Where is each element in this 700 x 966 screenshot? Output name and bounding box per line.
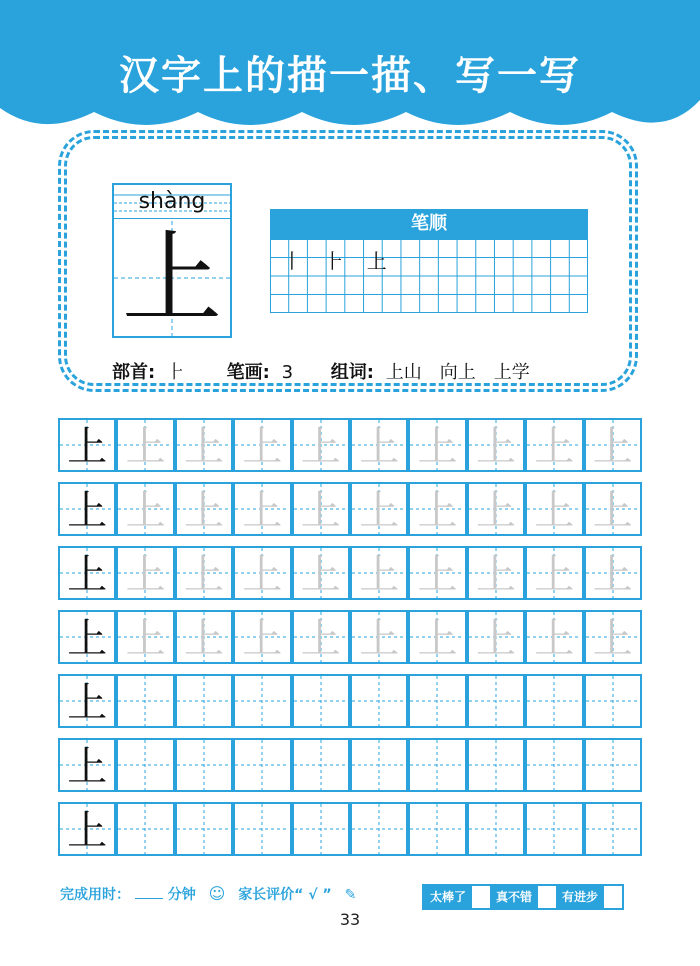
trace-character: 上 [183,552,224,598]
trace-character: 上 [183,616,224,662]
practice-row [58,418,642,472]
trace-character: 上 [592,552,633,598]
radical-value: ⺊ [166,362,185,383]
writing-cell[interactable] [292,482,350,536]
writing-cell[interactable] [292,674,350,728]
trace-character: 上 [359,552,400,598]
writing-cell[interactable] [525,738,583,792]
time-unit: 分钟 [167,887,196,903]
rating-option-progress: 有进步 [556,886,604,908]
radical-label: 部首: [112,362,156,383]
trace-character: 上 [534,616,575,662]
practice-row [58,610,642,664]
trace-character: 上 [417,552,458,598]
rating-option-great: 太棒了 [424,886,472,908]
trace-character: 上 [475,616,516,662]
trace-character: 上 [300,424,341,470]
tian-grid [118,740,172,790]
tian-grid [586,676,640,726]
page-header [0,0,700,150]
writing-cell[interactable] [350,738,408,792]
writing-cell[interactable] [350,802,408,856]
tian-grid [352,740,406,790]
writing-cell[interactable] [408,674,466,728]
writing-cell[interactable] [175,802,233,856]
writing-cell[interactable] [175,418,233,472]
writing-cell[interactable] [233,482,291,536]
trace-character: 上 [242,488,283,534]
model-cell [58,546,116,600]
trace-character: 上 [125,424,166,470]
trace-character: 上 [475,424,516,470]
rating-checkbox-great[interactable] [472,886,490,908]
model-character: 上 [67,744,108,790]
practice-row [58,546,642,600]
writing-cell[interactable] [292,802,350,856]
tian-grid [586,804,640,854]
pencil-icon: ✎ [344,887,357,903]
tian-grid [177,676,231,726]
writing-cell[interactable] [584,418,642,472]
trace-character: 上 [592,424,633,470]
time-label: 完成用时： [60,887,130,903]
words-label: 组词: [330,362,374,383]
trace-character: 上 [417,616,458,662]
rating-checkbox-good[interactable] [538,886,556,908]
tian-grid [294,676,348,726]
writing-cell[interactable] [233,610,291,664]
model-cell [58,610,116,664]
tian-grid [352,804,406,854]
writing-cell[interactable] [408,418,466,472]
writing-cell[interactable] [233,802,291,856]
trace-character: 上 [359,424,400,470]
character-box [112,183,232,338]
writing-cell[interactable] [525,674,583,728]
writing-cell[interactable] [116,738,174,792]
writing-cell[interactable] [467,802,525,856]
writing-cell[interactable] [525,418,583,472]
writing-cell[interactable] [525,546,583,600]
tian-grid [410,740,464,790]
tian-grid [469,676,523,726]
tian-grid [235,676,289,726]
writing-cell[interactable] [584,738,642,792]
writing-cell[interactable] [175,738,233,792]
writing-cell[interactable] [175,610,233,664]
trace-character: 上 [475,488,516,534]
writing-cell[interactable] [350,546,408,600]
stroke-order-header: 笔顺 [270,209,588,239]
trace-character: 上 [125,488,166,534]
model-character: 上 [67,680,108,726]
tian-grid [527,676,581,726]
strokes-label: 笔画: [226,362,270,383]
page-number: 33 [339,910,361,929]
writing-cell[interactable] [584,610,642,664]
tian-grid [294,804,348,854]
writing-cell[interactable] [525,482,583,536]
trace-character: 上 [300,488,341,534]
rating-checkbox-progress[interactable] [604,886,622,908]
writing-cell[interactable] [408,546,466,600]
practice-row [58,674,642,728]
trace-character: 上 [300,552,341,598]
writing-cell[interactable] [292,418,350,472]
writing-cell[interactable] [233,738,291,792]
writing-cell[interactable] [408,610,466,664]
writing-cell[interactable] [116,482,174,536]
trace-character: 上 [417,488,458,534]
tian-grid [118,676,172,726]
tian-grid [586,740,640,790]
trace-character: 上 [242,424,283,470]
trace-character: 上 [359,616,400,662]
model-character: 上 [67,552,108,598]
writing-cell[interactable] [467,418,525,472]
writing-cell[interactable] [350,418,408,472]
writing-cell[interactable] [233,418,291,472]
strokes-value: 3 [281,362,294,383]
smiley-icon: ☺ [208,884,226,903]
model-character: 上 [67,488,108,534]
writing-cell[interactable] [467,482,525,536]
tian-grid [527,740,581,790]
trace-character: 上 [300,616,341,662]
tian-grid [469,740,523,790]
writing-cell[interactable] [467,546,525,600]
writing-cell[interactable] [350,610,408,664]
writing-cell[interactable] [584,482,642,536]
page-title: 汉字上的描一描、写一写 [119,53,581,99]
writing-cell[interactable] [116,610,174,664]
model-character: 上 [122,220,222,337]
model-cell [58,674,116,728]
model-cell [58,802,116,856]
practice-row [58,802,642,856]
writing-cell[interactable] [408,802,466,856]
footer-time [60,884,356,904]
tian-grid [410,804,464,854]
writing-cell[interactable] [116,546,174,600]
writing-cell[interactable] [175,674,233,728]
tian-grid [235,740,289,790]
writing-cell[interactable] [584,802,642,856]
trace-character: 上 [534,424,575,470]
trace-character: 上 [417,424,458,470]
tian-grid [410,676,464,726]
trace-character: 上 [534,488,575,534]
stroke-order-strokes: 丨 ⺊ 上 [282,249,395,273]
tian-grid [469,804,523,854]
writing-cell[interactable] [233,546,291,600]
trace-character: 上 [183,424,224,470]
writing-cell[interactable] [408,482,466,536]
writing-cell[interactable] [116,418,174,472]
writing-cell[interactable] [175,546,233,600]
model-cell [58,738,116,792]
writing-cell[interactable] [116,674,174,728]
writing-cell[interactable] [584,674,642,728]
writing-cell[interactable] [233,674,291,728]
tian-grid [235,804,289,854]
trace-character: 上 [592,488,633,534]
model-character: 上 [67,808,108,854]
words-value: 上山 向上 上学 [385,362,530,383]
model-cell [58,418,116,472]
writing-cell[interactable] [467,738,525,792]
writing-cell[interactable] [175,482,233,536]
trace-character: 上 [475,552,516,598]
writing-cell[interactable] [525,610,583,664]
trace-character: 上 [534,552,575,598]
tian-grid [527,804,581,854]
tian-grid [294,740,348,790]
writing-cell[interactable] [292,738,350,792]
stroke-order-table [270,209,588,317]
writing-cell[interactable] [350,674,408,728]
tian-grid [177,740,231,790]
writing-cell[interactable] [525,802,583,856]
model-character: 上 [67,424,108,470]
trace-character: 上 [125,552,166,598]
practice-row [58,738,642,792]
practice-row [58,482,642,536]
model-cell [58,482,116,536]
trace-character: 上 [242,552,283,598]
writing-cell[interactable] [467,610,525,664]
trace-character: 上 [359,488,400,534]
writing-cell[interactable] [408,738,466,792]
time-blank[interactable] [135,898,163,899]
trace-character: 上 [183,488,224,534]
writing-cell[interactable] [116,802,174,856]
writing-cell[interactable] [292,610,350,664]
pinyin-label: shàng [138,189,206,214]
rating-options [422,884,624,910]
writing-cell[interactable] [584,546,642,600]
writing-cell[interactable] [467,674,525,728]
rating-option-good: 真不错 [490,886,538,908]
model-character: 上 [67,616,108,662]
tian-grid [118,804,172,854]
character-info [112,358,536,384]
trace-character: 上 [125,616,166,662]
trace-character: 上 [242,616,283,662]
writing-cell[interactable] [350,482,408,536]
writing-cell[interactable] [292,546,350,600]
tian-grid [352,676,406,726]
trace-character: 上 [592,616,633,662]
parent-eval-label: 家长评价“ √ ” [238,887,332,903]
tian-grid [177,804,231,854]
